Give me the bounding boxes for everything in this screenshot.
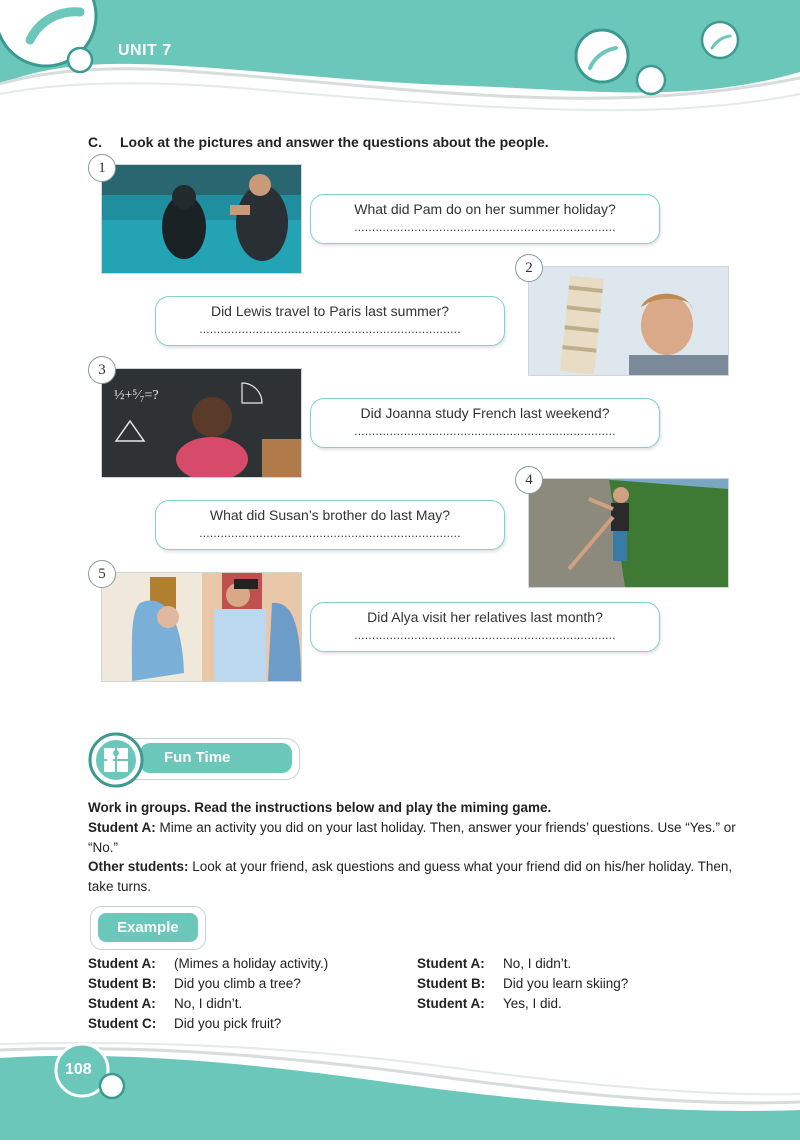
photo-leaning-tower — [528, 266, 729, 376]
student-a-instruction — [88, 818, 738, 857]
answer-line[interactable]: .......................................................................... — [199, 526, 461, 540]
line: (Mimes a holiday activity.) — [174, 956, 329, 971]
unit-title: UNIT 7 — [118, 42, 172, 59]
answer-line[interactable]: .......................................................................... — [199, 322, 461, 336]
example-label: Example — [117, 919, 179, 936]
photo-scuba-diving — [101, 164, 302, 274]
question-text: Did Joanna study French last weekend? — [360, 405, 610, 421]
item-number-2: 2 — [515, 254, 543, 282]
dialogue-left — [88, 954, 328, 1034]
line: Did you pick fruit? — [174, 1016, 282, 1031]
dialogue-line — [417, 974, 628, 994]
question-box-5 — [310, 602, 660, 652]
speaker: Student B: — [88, 976, 157, 991]
answer-line[interactable]: .......................................................................... — [354, 220, 616, 234]
dialogue-line — [88, 974, 328, 994]
header-banner — [0, 0, 800, 125]
speaker: Student A: — [88, 956, 156, 971]
question-text: What did Pam do on her summer holiday? — [354, 201, 616, 217]
speaker: Student A: — [88, 996, 156, 1011]
dialogue-line — [88, 954, 328, 974]
item-number-5: 5 — [88, 560, 116, 588]
item-number-1: 1 — [88, 154, 116, 182]
speaker: Student A: — [417, 996, 485, 1011]
line: Yes, I did. — [503, 996, 562, 1011]
student-a-text: Mime an activity you did on your last holiday. Then, answer your friends’ questions. Use “Yes.” or “No.” — [88, 820, 736, 855]
intro-text: Work in groups. Read the instructions below and play the miming game. — [88, 800, 552, 815]
photo-family-visit — [101, 572, 302, 682]
others-label: Other students: — [88, 859, 189, 874]
dialogue-line — [88, 1014, 328, 1034]
question-text: Did Lewis travel to Paris last summer? — [210, 303, 450, 319]
line: No, I didn’t. — [174, 996, 243, 1011]
line: No, I didn’t. — [503, 956, 572, 971]
question-box-3 — [310, 398, 660, 448]
others-instruction — [88, 857, 738, 896]
puzzle-icon — [88, 732, 144, 788]
student-a-label: Student A: — [88, 820, 156, 835]
line: Did you learn skiing? — [503, 976, 629, 991]
section-instruction: Look at the pictures and answer the questions about the people. — [120, 134, 549, 150]
question-box-1 — [310, 194, 660, 244]
photo-rock-climber — [528, 478, 729, 588]
dialogue-right — [417, 954, 628, 1014]
line: Did you climb a tree? — [174, 976, 301, 991]
question-box-4 — [155, 500, 505, 550]
dialogue-line — [417, 994, 628, 1014]
question-text: What did Susan’s brother do last May? — [209, 507, 451, 523]
fun-time-label: Fun Time — [164, 749, 231, 766]
svg-text:½+⁵⁄₇=?: ½+⁵⁄₇=? — [114, 388, 159, 403]
dialogue-line — [417, 954, 628, 974]
section-c-heading — [88, 134, 549, 150]
answer-line[interactable]: .......................................................................... — [354, 628, 616, 642]
speaker: Student C: — [88, 1016, 157, 1031]
footer-banner — [0, 1040, 800, 1140]
dialogue-line — [88, 994, 328, 1014]
item-number-3: 3 — [88, 356, 116, 384]
photo-girl-chalkboard — [101, 368, 302, 478]
section-letter: C. — [88, 134, 102, 150]
speaker: Student B: — [417, 976, 486, 991]
page-number: 108 — [65, 1061, 92, 1078]
question-box-2 — [155, 296, 505, 346]
fun-time-intro — [88, 798, 738, 818]
item-number-4: 4 — [515, 466, 543, 494]
speaker: Student A: — [417, 956, 485, 971]
others-text: Look at your friend, ask questions and guess what your friend did on his/her holiday. Then, take turns. — [88, 859, 733, 894]
question-text: Did Alya visit her relatives last month? — [367, 609, 603, 625]
answer-line[interactable]: .......................................................................... — [354, 424, 616, 438]
